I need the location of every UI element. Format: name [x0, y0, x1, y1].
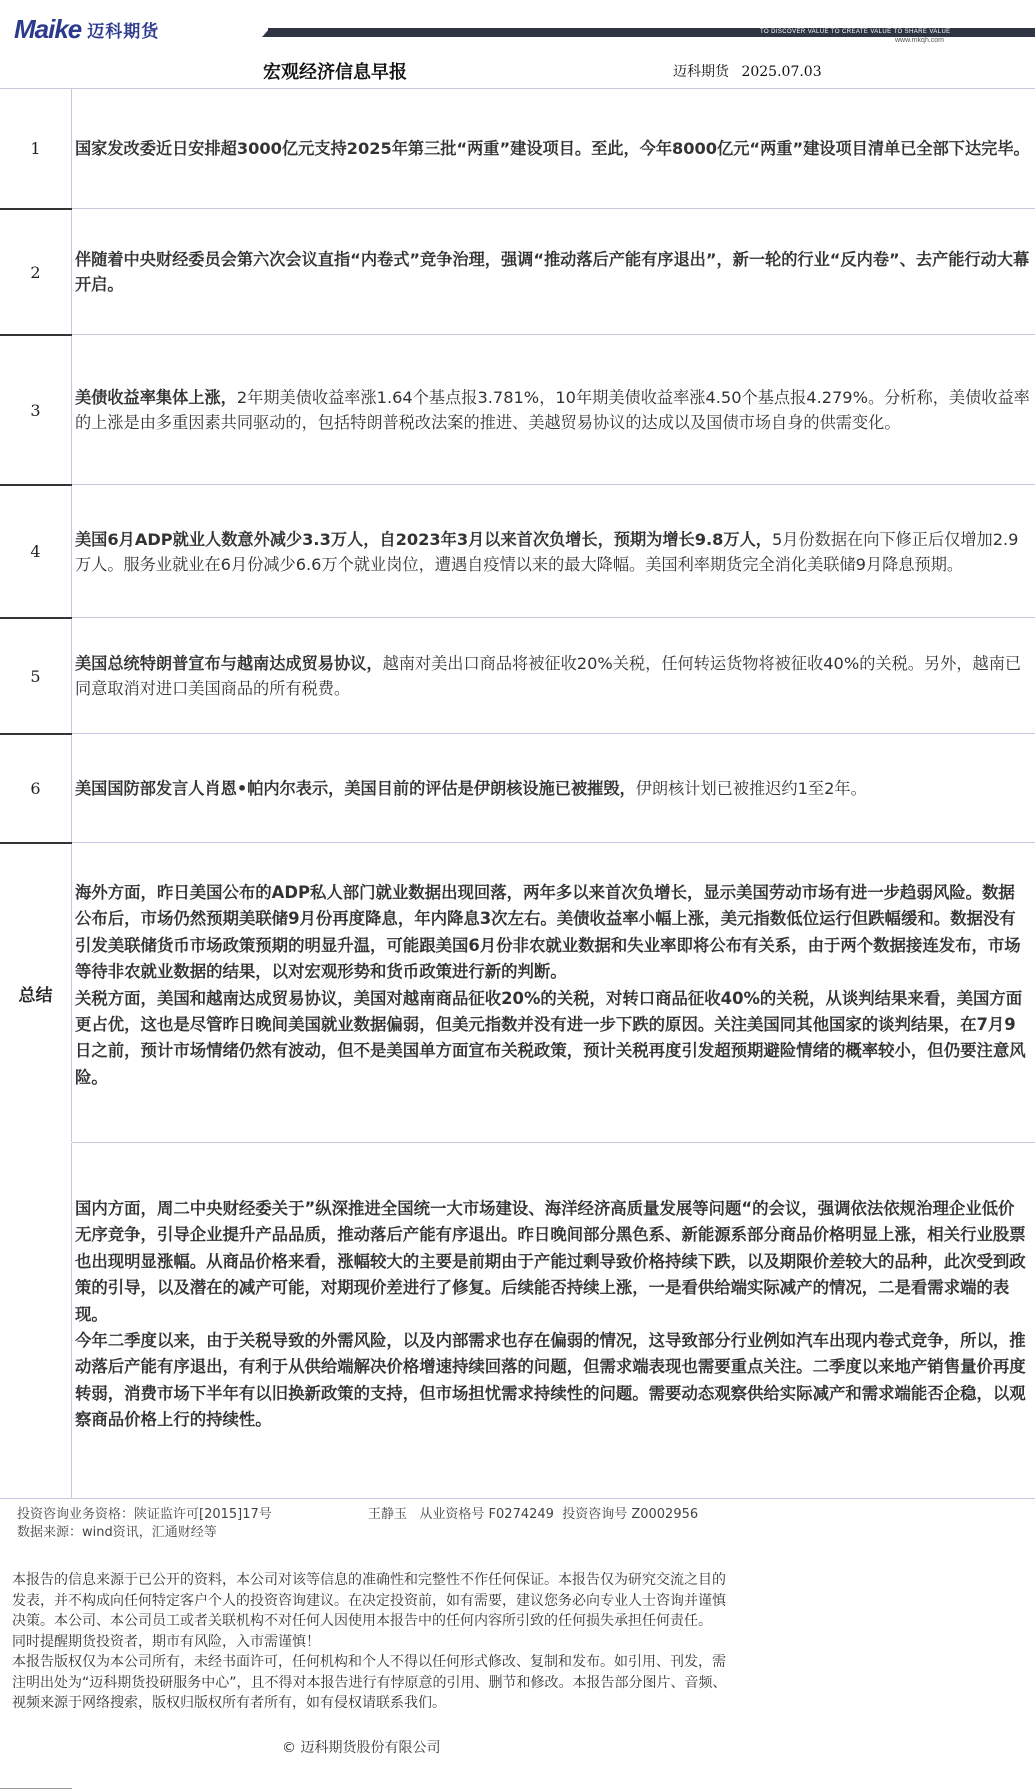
news-content — [75, 336, 1030, 484]
news-row-6 — [0, 735, 1035, 842]
news-row-4 — [0, 486, 1035, 617]
company-date — [673, 61, 822, 81]
news-row-5 — [0, 619, 1035, 733]
news-content — [75, 619, 1030, 733]
news-body: 伊朗核计划已被推迟约1至2年。 — [635, 779, 867, 798]
disclaimer — [12, 1570, 737, 1714]
row-number: 3 — [0, 336, 72, 484]
row-number: 2 — [0, 210, 72, 334]
news-body: 2年期美债收益率涨1.64个基点报3.781%，10年期美债收益率涨4.50个基点报4.279%。分析称，美债收益率的上涨是由多重因素共同驱动的，包括特朗普税改法案的推进、美越贸易协议的达成以及国债市场自身的供需变化。 — [75, 388, 1030, 432]
summary-label: 总结 — [0, 844, 72, 1142]
row-separator-right — [72, 208, 1035, 209]
analyst-info — [368, 1506, 698, 1524]
news-content — [75, 735, 1030, 842]
row-separator-right — [72, 733, 1035, 734]
summary-paragraph: 关税方面，美国和越南达成贸易协议，美国对越南商品征收20%的关税，对转口商品征收40%的关税，从谈判结果来看，美国方面更占优，这也是尽管昨日晚间美国就业数据偏弱，但美元指数并没有进一步下跌的原因。关注美国同其他国家的谈判结果，在7月9日之前，预计市场情绪仍然有波动，但不是美国单方面宣布关税政策，预计关税再度引发超预期避险情绪的概率较小，但仍要注意风险。 — [75, 988, 1026, 1087]
row-separator-right — [72, 617, 1035, 618]
table-bottom-border — [0, 1498, 1035, 1499]
news-headline: 国家发改委近日安排超3000亿元支持2025年第三批“两重”建设项目。至此，今年8000亿元“两重”建设项目清单已全部下达完毕。 — [75, 139, 1030, 158]
consult-number: 投资咨询号 Z0002956 — [562, 1507, 699, 1522]
data-source: 数据来源：wind资讯，汇通财经等 — [17, 1525, 217, 1540]
qualification: 投资咨询业务资格：陕证监许可[2015]17号 — [17, 1507, 272, 1522]
company-logo — [14, 16, 159, 42]
website: www.mkqh.com — [895, 37, 945, 44]
news-content — [75, 210, 1030, 334]
news-headline: 伴随着中央财经委员会第六次会议直指“内卷式”竞争治理，强调“推动落后产能有序退出”，新一轮的行业“反内卷”、去产能行动大幕开启。 — [75, 250, 1030, 294]
news-row-1 — [0, 89, 1035, 208]
summary-paragraph: 国内方面，周二中央财经委关于”纵深推进全国统一大市场建设、海洋经济高质量发展等问题“的会议，强调依法依规治理企业低价无序竞争，引导企业提升产品品质，推动落后产能有序退出。昨日晚间部分黑色系、新能源系部分商品价格明显上涨，相关行业股票也出现明显涨幅。从商品价格来看，涨幅较大的主要是前期由于产能过剩导致价格持续下跌，以及期限价差较大的品种，此次受到政策的引导，以及潜在的减产可能，对期现价差进行了修复。后续能否持续上涨，一是看供给端实际减产的情况，二是看需求端的表现。 — [75, 1199, 1026, 1324]
row-number: 5 — [0, 619, 72, 733]
row-separator-right — [72, 334, 1035, 335]
logo-english: Maike — [14, 14, 82, 44]
summary-overseas — [75, 844, 1030, 1142]
news-headline: 美国总统特朗普宣布与越南达成贸易协议， — [75, 654, 383, 673]
news-headline: 美债收益率集体上涨， — [75, 388, 237, 407]
summary-row-domestic — [0, 1143, 1035, 1498]
news-content — [75, 89, 1030, 208]
row-separator-right — [72, 842, 1035, 843]
summary-label-empty — [0, 1143, 72, 1498]
logo-chinese: 迈科期货 — [87, 21, 160, 42]
company-name: 迈科期货 — [673, 64, 729, 80]
summary-paragraph: 海外方面，昨日美国公布的ADP私人部门就业数据出现回落，两年多以来首次负增长，显示美国劳动市场有进一步趋弱风险。数据公布后，市场仍然预期美联储9月份再度降息，年内降息3次左右。美债收益率小幅上涨，美元指数低位运行但跌幅缓和。数据没有引发美联储货币市场政策预期的明显升温，可能跟美国6月份非农就业数据和失业率即将公布有关系，由于两个数据接连发布，市场等待非农就业数据的结果，以对宏观形势和货币政策进行新的判断。 — [75, 883, 1021, 982]
news-body: 越南对美出口商品将被征收20%关税，任何转运货物将被征收40%的关税。另外，越南已同意取消对进口美国商品的所有税费。 — [75, 654, 1022, 698]
title-row — [0, 52, 1035, 88]
report-date: 2025.07.03 — [741, 64, 822, 80]
summary-paragraph: 今年二季度以来，由于关税导致的外需风险，以及内部需求也存在偏弱的情况，这导致部分行业例如汽车出现内卷式竞争，所以，推动落后产能有序退出，有利于从供给端解决价格增速持续回落的问题，但需求端表现也需要重点关注。二季度以来地产销售量价再度转弱，消费市场下半年有以旧换新政策的支持，但市场担忧需求持续性的问题。需要动态观察供给实际减产和需求端能否企稳，以观察商品价格上行的持续性。 — [75, 1331, 1026, 1430]
disclaimer-paragraph: 同时提醒期货投资者，期市有风险，入市需谨慎！ — [12, 1633, 320, 1650]
row-number: 6 — [0, 735, 72, 842]
copyright: © 迈科期货股份有限公司 — [282, 1740, 441, 1756]
news-row-3 — [0, 336, 1035, 484]
news-content — [75, 486, 1030, 617]
news-headline: 美国6月ADP就业人数意外减少3.3万人，自2023年3月以来首次负增长，预期为增长9.8万人， — [75, 529, 772, 549]
row-number: 4 — [0, 486, 72, 617]
row-number: 1 — [0, 89, 72, 208]
disclaimer-paragraph: 本报告的信息来源于已公开的资料，本公司对该等信息的准确性和完整性不作任何保证。本报告仅为研究交流之目的发表，并不构成向任何特定客户个人的投资咨询建议。在决定投资前，如有需要，建议您务必向专业人士咨询并谨慎决策。本公司、本公司员工或者关联机构不对任何人因使用本报告中的任何内容所引致的任何损失承担任何责任。 — [12, 1572, 726, 1629]
news-body: 5月份数据在向下修正后仅增加2.9万人。服务业就业在6月份减少6.6万个就业岗位，遭遇自疫情以来的最大降幅。美国利率期货完全消化美联储9月降息预期。 — [75, 529, 1019, 574]
header-banner — [0, 0, 1035, 52]
report-title: 宏观经济信息早报 — [263, 62, 407, 83]
summary-row-overseas — [0, 844, 1035, 1142]
row-separator-right — [72, 484, 1035, 485]
disclaimer-paragraph: 本报告版权仅为本公司所有，未经书面许可，任何机构和个人不得以任何形式修改、复制和发布。如引用、刊发，需注明出处为“迈科期货投研服务中心”，且不得对本报告进行有悖原意的引用、删节和修改。本报告部分图片、音频、视频来源于网络搜索，版权归版权所有者所有，如有侵权请联系我们。 — [12, 1654, 727, 1711]
bottom-rule — [0, 1788, 72, 1789]
news-row-2 — [0, 210, 1035, 334]
tagline: TO DISCOVER VALUE TO CREATE VALUE TO SHARE VALUE — [760, 29, 951, 35]
cert-number: 从业资格号 F0274249 — [419, 1507, 554, 1522]
summary-domestic — [75, 1143, 1030, 1498]
news-headline: 美国国防部发言人肖恩•帕内尔表示，美国目前的评估是伊朗核设施已被摧毁， — [75, 779, 636, 798]
analyst-name: 王静玉 — [368, 1507, 408, 1522]
